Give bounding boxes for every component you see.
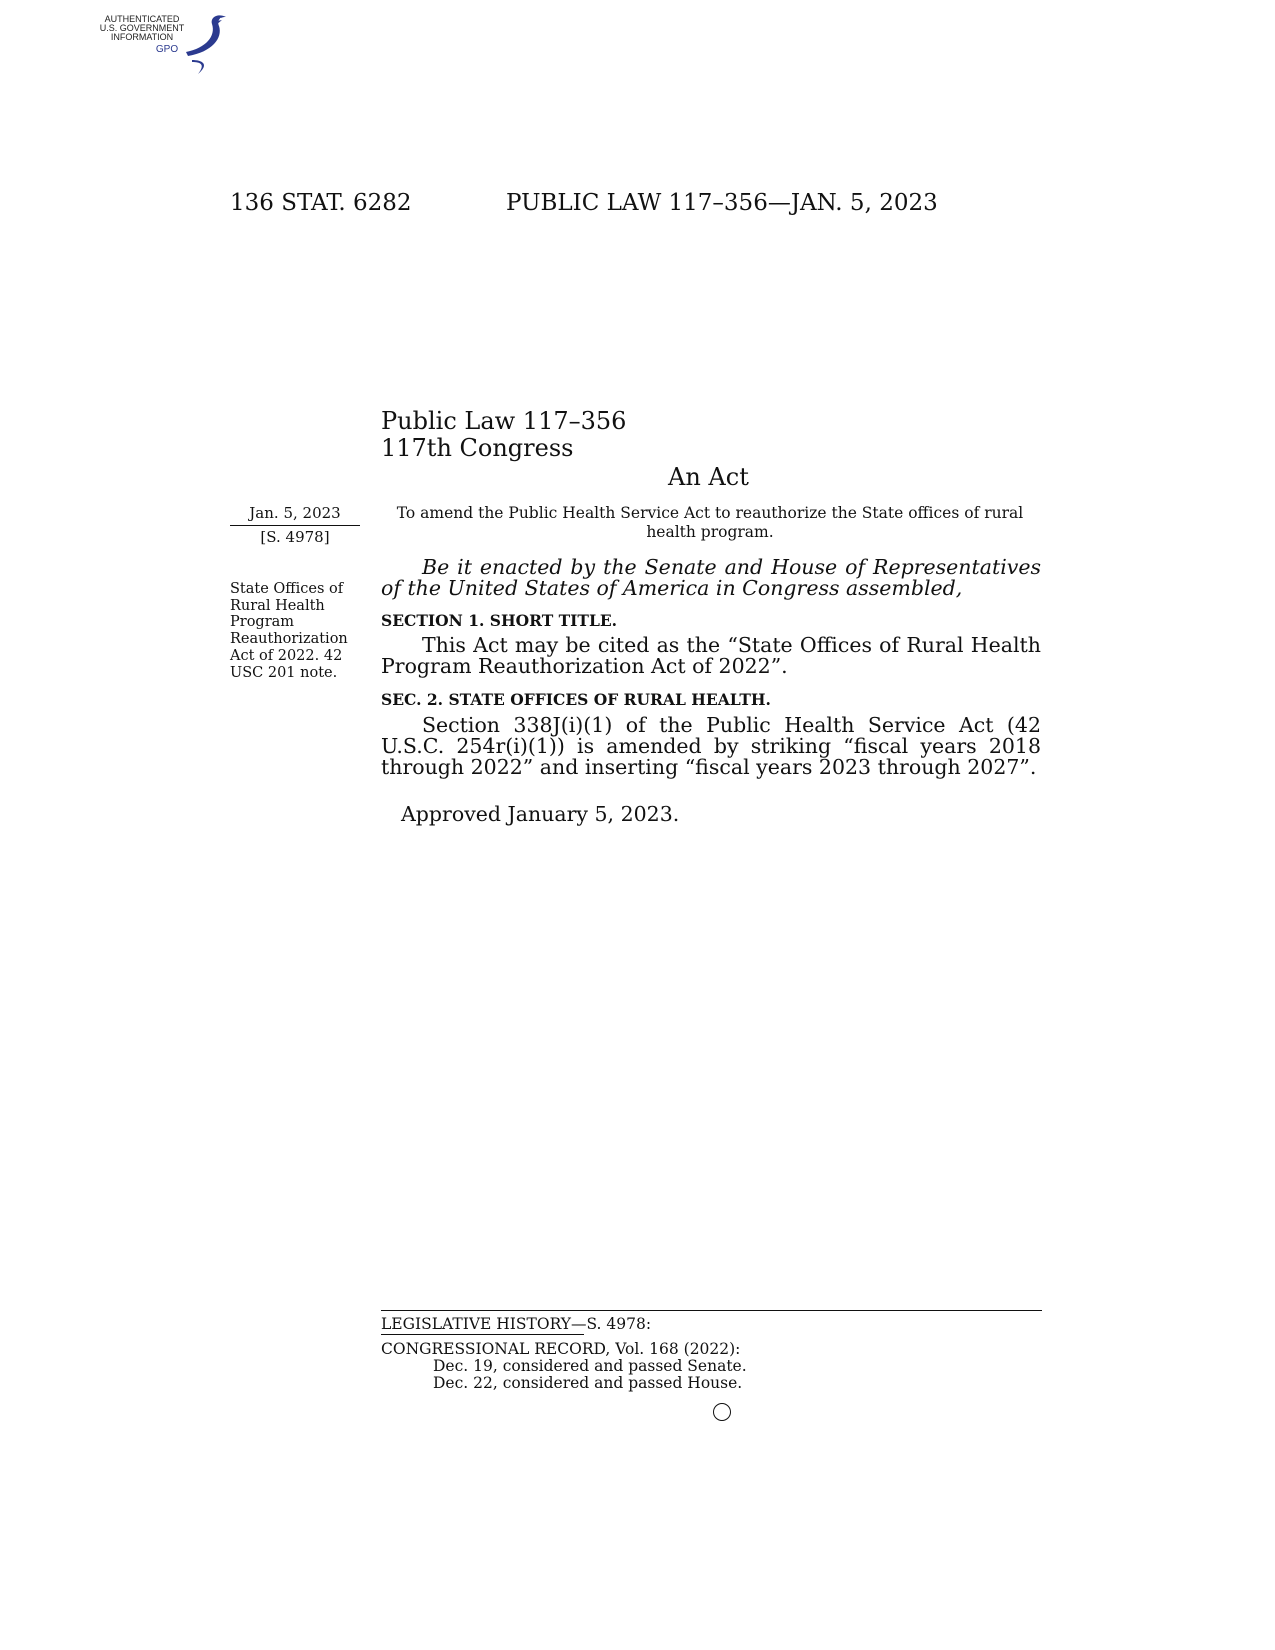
act-purpose: To amend the Public Health Service Act to reauthorize the State offices of rural health program. [396, 504, 1024, 541]
seal-line-gpo: GPO [155, 44, 179, 55]
history-entry: Dec. 19, considered and passed Senate. [433, 1357, 747, 1375]
congressional-record: CONGRESSIONAL RECORD, Vol. 168 (2022): [381, 1340, 741, 1358]
margin-date: Jan. 5, 2023 [249, 504, 341, 522]
seal-line-authenticated: AUTHENTICATED [104, 14, 180, 24]
gpo-seal [92, 8, 232, 76]
seal-line-information: INFORMATION [110, 32, 174, 42]
history-entry: Dec. 22, considered and passed House. [433, 1374, 743, 1392]
section-1-heading: SECTION 1. SHORT TITLE. [381, 611, 618, 630]
margin-bill-number: [S. 4978] [260, 528, 330, 546]
stat-page-number: 136 STAT. 6282 [230, 190, 412, 216]
end-mark-circle-icon [713, 1403, 731, 1421]
legislative-history-underline [381, 1334, 584, 1335]
section-2-heading: SEC. 2. STATE OFFICES OF RURAL HEALTH. [381, 690, 771, 709]
act-heading: An Act [668, 463, 749, 491]
footer-divider [381, 1310, 1042, 1311]
enacting-clause: Be it enacted by the Senate and House of Representatives of the United States of America in Congress assembled, [381, 555, 1041, 600]
margin-divider [230, 525, 360, 526]
congress-number: 117th Congress [381, 434, 574, 462]
section-1-text: This Act may be cited as the “State Offices of Rural Health Program Reauthorization Act of 2022”. [381, 633, 1041, 678]
law-number: Public Law 117–356 [381, 407, 627, 435]
margin-short-title-note: State Offices of Rural Health Program Reauthorization Act of 2022. 42 USC 201 note. [230, 581, 348, 681]
approval-date: Approved January 5, 2023. [401, 802, 680, 826]
eagle-icon [172, 8, 232, 76]
section-2-text: Section 338J(i)(1) of the Public Health Service Act (42 U.S.C. 254r(i)(1)) is amended by striking “fiscal years 2018 through 2022” and inserting “fiscal years 2023 through 2027”. [381, 713, 1041, 779]
legislative-history-heading: LEGISLATIVE HISTORY—S. 4978: [381, 1315, 652, 1333]
seal-line-government: U.S. GOVERNMENT [99, 23, 185, 33]
running-title: PUBLIC LAW 117–356—JAN. 5, 2023 [506, 190, 938, 216]
